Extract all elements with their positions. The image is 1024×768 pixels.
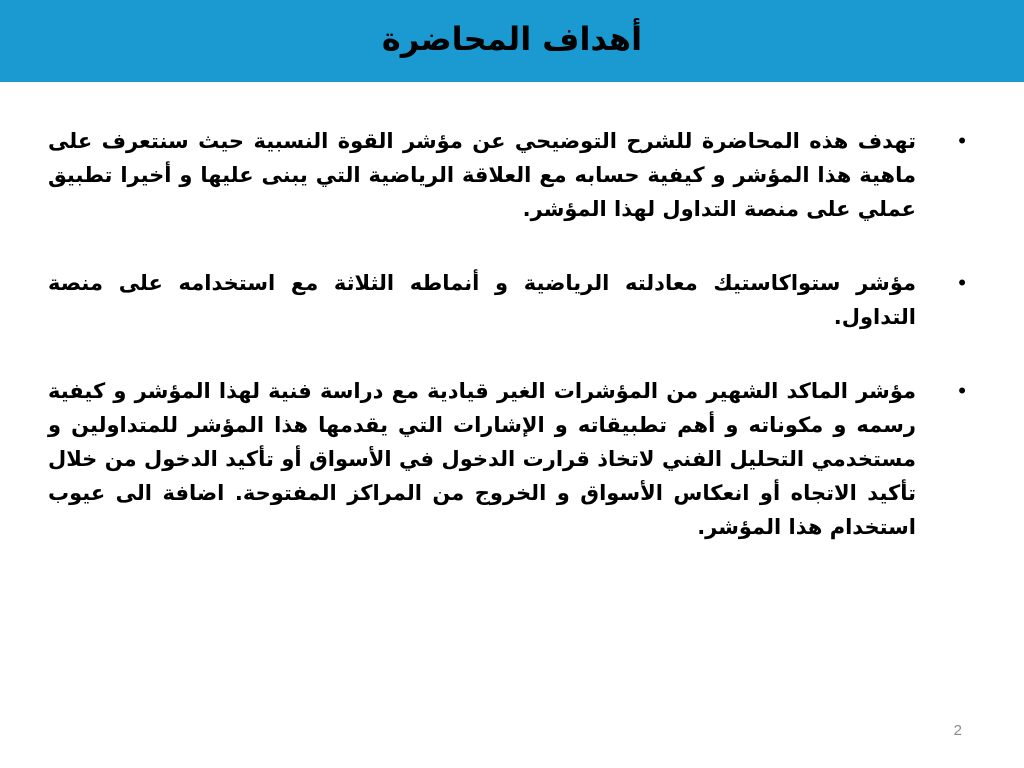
bullet-marker: • <box>958 270 966 295</box>
bullet-marker: • <box>958 378 966 403</box>
bullet-text: تهدف هذه المحاضرة للشرح التوضيحي عن مؤشر القوة النسبية حيث سنتعرف على ماهية هذا المؤشر و كيفية حسابه مع العلاقة الرياضية التي يبنى عليها و أخيرا تطبيق عملي على منصة التداول لهذا المؤشر. <box>48 129 916 221</box>
bullet-text: مؤشر الماكد الشهير من المؤشرات الغير قيادية مع دراسة فنية لهذا المؤشر و كيفية رسمه و مكوناته و أهم تطبيقاته و الإشارات التي يقدمها هذا المؤشر للمتداولين و مستخدمي التحليل الفني لاتخاذ قرارت الدخول في الأسواق أو تأكيد الدخول من خلال تأكيد الاتجاه أو انعكاس الأسواق و الخروج من المراكز المفتوحة. اضافة الى عيوب استخدام هذا المؤشر. <box>48 379 916 539</box>
bullet-marker: • <box>958 128 966 153</box>
bullet-item <box>48 266 978 334</box>
slide-title: أهداف المحاضرة <box>381 20 643 58</box>
title-bar <box>0 0 1024 82</box>
bullet-item <box>48 124 978 226</box>
bullet-item <box>48 374 978 544</box>
bullet-text: مؤشر ستواكاستيك معادلته الرياضية و أنماطه الثلاثة مع استخدامه على منصة التداول. <box>48 271 916 329</box>
page-number: 2 <box>953 722 962 739</box>
bullet-list <box>48 124 978 584</box>
